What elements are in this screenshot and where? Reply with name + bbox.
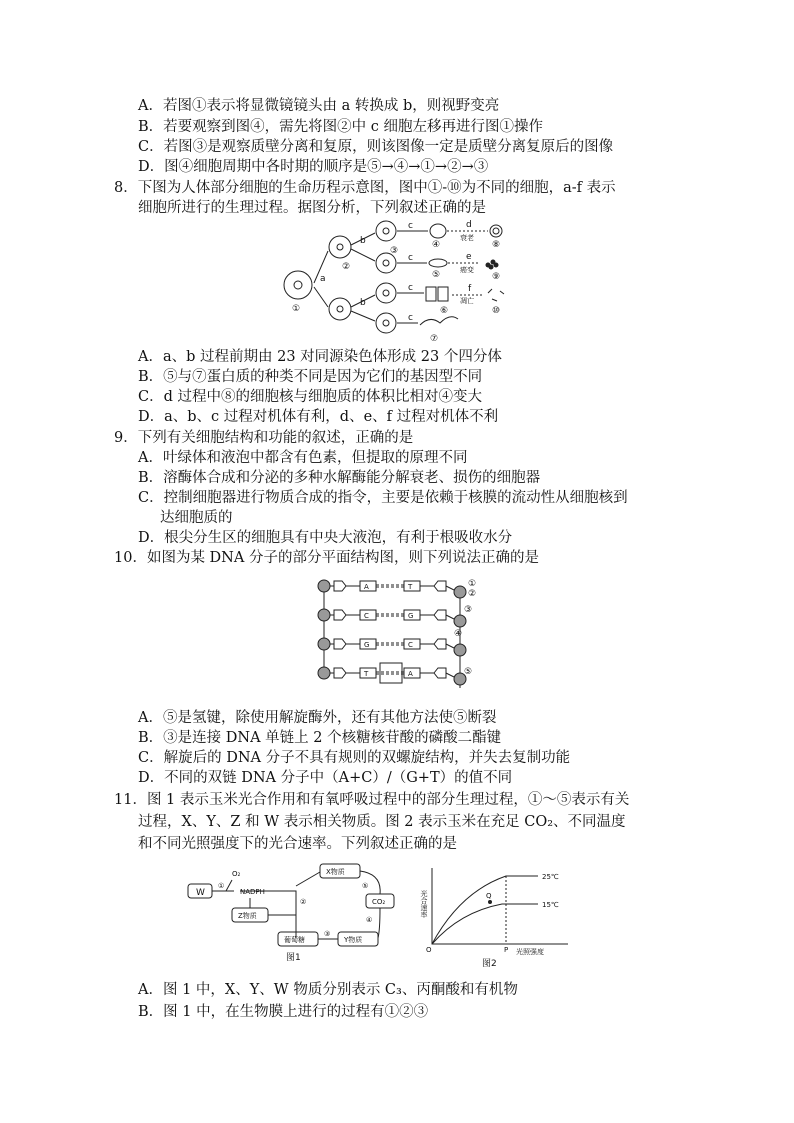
fig1-p5: ⑤	[362, 882, 369, 890]
q7-option-b: B．若要观察到图④，需先将图②中 c 细胞左移再进行图①操作	[138, 119, 543, 135]
q7-option-d: D．图④细胞周期中各时期的顺序是⑤→④→①→②→③	[138, 159, 489, 175]
cell-num-5: ⑤	[432, 270, 441, 280]
fig2-ylabel: 光合速率	[420, 890, 428, 918]
dna-structure-diagram	[312, 572, 492, 700]
cell-lifecycle-diagram	[280, 215, 540, 345]
label-b2: b	[360, 298, 366, 308]
fig2-25c: 25℃	[542, 873, 559, 881]
fig2-origin: O	[426, 946, 432, 954]
fig1-x: X物质	[326, 868, 345, 876]
fig1-w: W	[196, 888, 205, 898]
fig1-nadph: NADPH	[240, 888, 265, 896]
fig1-z: Z物质	[238, 912, 257, 920]
q11-option-b: B．图 1 中，在生物膜上进行的过程有①②③	[138, 1004, 429, 1020]
q9-option-a: A．叶绿体和液泡中都含有色素，但提取的原理不同	[138, 450, 468, 466]
q8-stem-line1: 8．下图为人体部分细胞的生命历程示意图，图中①-⑩为不同的细胞，a-f 表示	[114, 180, 616, 196]
label-b1: b	[360, 236, 366, 246]
q11-stem-line1: 11．图 1 表示玉米光合作用和有氧呼吸过程中的部分生理过程，①～⑤表示有关	[114, 792, 630, 808]
dna-num-3: ③	[464, 605, 473, 615]
base-right: A	[408, 670, 413, 678]
q10-stem: 10．如图为某 DNA 分子的部分平面结构图，则下列说法正确的是	[114, 550, 539, 566]
cell-num-8: ⑧	[492, 240, 501, 250]
fig2-q: Q	[486, 892, 492, 900]
label-c2: c	[408, 253, 413, 263]
dna-num-5: ⑤	[464, 667, 473, 677]
fig1-p2: ②	[300, 898, 307, 906]
cell-num-7: ⑦	[430, 334, 439, 344]
q8-option-c: C．d 过程中⑧的细胞核与细胞质的体积比相对④变大	[138, 389, 482, 405]
label-c3: c	[408, 283, 413, 293]
dna-num-4: ④	[454, 629, 463, 639]
figure-2-photosynthesis-chart	[420, 866, 590, 974]
cell-num-3: ③	[390, 246, 399, 256]
q7-option-a: A．若图①表示将显微镜镜头由 a 转换成 b，则视野变亮	[138, 98, 500, 114]
dna-base-pair	[318, 638, 466, 656]
q8-option-a: A．a、b 过程前期由 23 对同源染色体形成 23 个四分体	[138, 349, 502, 365]
fig1-co2: CO₂	[372, 898, 386, 906]
q11-stem-line3: 和不同光照强度下的光合速率。下列叙述正确的是	[138, 836, 457, 852]
base-right: G	[408, 612, 414, 620]
q10-option-c: C．解旋后的 DNA 分子不具有规则的双螺旋结构，并失去复制功能	[138, 750, 571, 766]
q8-stem-line2: 细胞所进行的生理过程。据图分析，下列叙述正确的是	[138, 200, 486, 216]
q9-option-c: C．控制细胞器进行物质合成的指令，主要是依赖于核膜的流动性从细胞核到	[138, 490, 628, 506]
figure-1-metabolism-diagram	[186, 862, 416, 972]
cell-num-2: ②	[342, 262, 351, 272]
label-death: 凋亡	[460, 297, 474, 305]
dna-base-pair	[318, 667, 466, 685]
fig1-caption: 图1	[286, 953, 301, 963]
fig2-15c: 15℃	[542, 901, 559, 909]
q8-option-d: D．a、b、c 过程对机体有利，d、e、f 过程对机体不利	[138, 409, 499, 425]
label-d: d	[466, 220, 472, 230]
fig1-glucose: 葡萄糖	[284, 936, 305, 944]
q9-stem: 9．下列有关细胞结构和功能的叙述，正确的是	[114, 430, 414, 446]
hydrogen-bond-box	[380, 663, 402, 683]
cell-num-1: ①	[292, 304, 301, 314]
label-aging: 衰老	[460, 234, 474, 242]
fig1-p3: ③	[324, 930, 331, 938]
q9-option-c-cont: 达细胞质的	[160, 510, 233, 526]
q10-option-b: B．③是连接 DNA 单链上 2 个核糖核苷酸的磷酸二酯键	[138, 730, 502, 746]
dna-base-pair	[318, 580, 466, 598]
dna-base-pairs	[318, 580, 466, 685]
fig1-y: Y物质	[344, 936, 363, 944]
fig1-p4: ④	[366, 916, 373, 924]
label-f: f	[468, 284, 472, 294]
base-left: T	[364, 670, 369, 678]
base-left: G	[364, 641, 370, 649]
dna-num-1: ①	[468, 579, 477, 589]
q7-option-c: C．若图③是观察质壁分离和复原，则该图像一定是质壁分离复原后的图像	[138, 139, 614, 155]
fig1-p1: ①	[218, 882, 225, 890]
q9-option-b: B．溶酶体合成和分泌的多种水解酶能分解衰老、损伤的细胞器	[138, 470, 541, 486]
label-c4: c	[408, 313, 413, 323]
q8-option-b: B．⑤与⑦蛋白质的种类不同是因为它们的基因型不同	[138, 369, 483, 385]
q9-option-d: D．根尖分生区的细胞具有中央大液泡，有利于根吸收水分	[138, 530, 513, 546]
cell-num-6: ⑥	[440, 306, 449, 316]
cell-num-9: ⑨	[492, 272, 501, 282]
base-left: C	[364, 612, 369, 620]
q10-option-a: A．⑤是氢键，除使用解旋酶外，还有其他方法使⑤断裂	[138, 710, 497, 726]
label-a: a	[320, 274, 326, 284]
base-left: A	[364, 583, 369, 591]
label-e: e	[466, 252, 472, 262]
cell-num-10: ⑩	[492, 306, 501, 316]
dna-base-pair	[318, 609, 466, 627]
fig2-p: P	[504, 946, 509, 954]
q11-option-a: A．图 1 中，X、Y、W 物质分别表示 C₃、丙酮酸和有机物	[138, 982, 518, 998]
q11-stem-line2: 过程，X、Y、Z 和 W 表示相关物质。图 2 表示玉米在充足 CO₂、不同温度	[138, 814, 626, 830]
cell-num-4: ④	[432, 240, 441, 250]
label-cancer: 癌变	[460, 266, 474, 274]
fig2-caption: 图2	[482, 959, 497, 969]
label-c1: c	[408, 221, 413, 231]
base-right: C	[408, 641, 413, 649]
fig2-xlabel: 光照强度	[516, 948, 544, 956]
dna-num-2: ②	[468, 589, 477, 599]
q10-option-d: D．不同的双链 DNA 分子中（A+C）/（G+T）的值不同	[138, 770, 513, 786]
fig1-o2: O₂	[232, 870, 241, 878]
base-right: T	[408, 583, 413, 591]
